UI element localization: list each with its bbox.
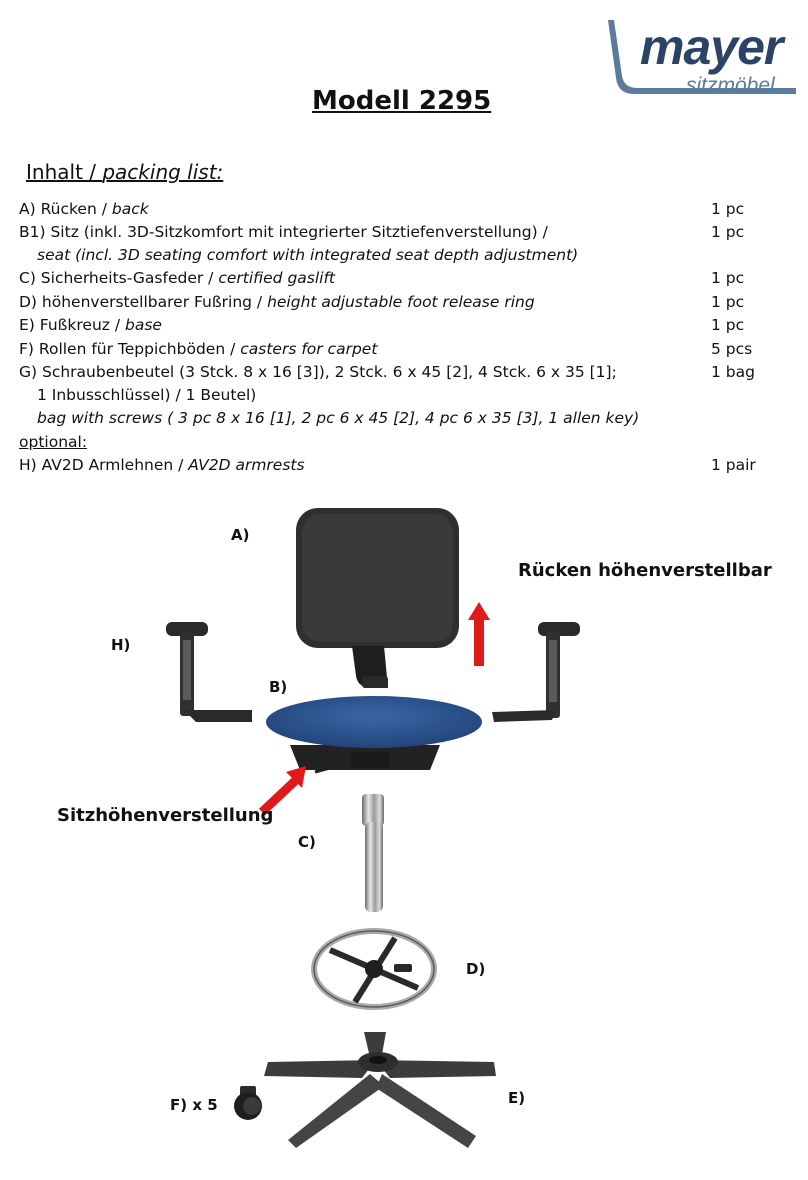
logo-word: mayer xyxy=(640,19,783,75)
packing-heading-en: packing list: xyxy=(102,160,224,184)
item-de: B1) Sitz (inkl. 3D-Sitzkomfort mit integrierter Sitztiefenverstellung) / xyxy=(19,223,548,241)
item-en: AV2D armrests xyxy=(188,456,305,474)
label-b: B) xyxy=(269,678,288,696)
item-qty: 1 pair xyxy=(711,456,756,474)
item-de: E) Fußkreuz / xyxy=(19,316,126,334)
page-title: Modell 2295 xyxy=(312,86,492,116)
item-row-g-en: bag with screws ( 3 pc 8 x 16 [1], 2 pc 6 x 45 [2], 4 pc 6 x 35 [3], 1 allen key) xyxy=(37,409,640,427)
item-en: casters for carpet xyxy=(240,340,378,358)
item-qty: 1 bag xyxy=(711,363,755,381)
seat-part xyxy=(266,696,482,772)
footring-part xyxy=(314,931,434,1007)
right-armrest-part xyxy=(492,622,580,722)
item-en: base xyxy=(125,316,162,334)
item-de: D) höhenverstellbarer Fußring / xyxy=(19,293,268,311)
label-c: C) xyxy=(298,833,316,851)
label-d: D) xyxy=(466,960,486,978)
item-de: F) Rollen für Teppichböden / xyxy=(19,340,241,358)
item-qty: 1 pc xyxy=(711,200,745,218)
item-qty: 1 pc xyxy=(711,293,745,311)
item-de: H) AV2D Armlehnen / xyxy=(19,456,189,474)
item-en: back xyxy=(111,200,149,218)
callout-back-height: Rücken höhenverstellbar xyxy=(518,560,772,581)
label-f: F) x 5 xyxy=(170,1096,218,1114)
item-en: height adjustable foot release ring xyxy=(267,293,535,311)
logo-subtitle: sitzmöbel xyxy=(686,74,775,97)
item-de: G) Schraubenbeutel (3 Stck. 8 x 16 [3]), 2 Stck. 6 x 45 [2], 4 Stck. 6 x 35 [1]; xyxy=(19,363,617,381)
gaslift-part xyxy=(362,794,384,912)
packing-heading-de: Inhalt / xyxy=(26,160,103,184)
optional-label: optional: xyxy=(19,433,88,451)
item-en: certified gaslift xyxy=(218,269,336,287)
label-e: E) xyxy=(508,1089,526,1107)
item-qty: 1 pc xyxy=(711,316,745,334)
item-qty: 1 pc xyxy=(711,269,745,287)
arrow-up-icon xyxy=(468,602,490,666)
item-qty: 1 pc xyxy=(711,223,745,241)
item-de: A) Rücken / xyxy=(19,200,112,218)
item-qty: 5 pcs xyxy=(711,340,753,358)
callout-seat-height: Sitzhöhenverstellung xyxy=(57,805,274,826)
item-row-b1-en: seat (incl. 3D seating comfort with integrated seat depth adjustment) xyxy=(37,246,579,264)
backrest-part xyxy=(296,508,459,688)
caster-part xyxy=(234,1086,262,1120)
label-h: H) xyxy=(111,636,131,654)
base-part xyxy=(264,1032,496,1148)
left-armrest-part xyxy=(166,622,252,722)
item-row-g-cont: 1 Inbusschlüssel) / 1 Beutel) xyxy=(37,386,257,404)
label-a: A) xyxy=(231,526,250,544)
item-de: C) Sicherheits-Gasfeder / xyxy=(19,269,219,287)
